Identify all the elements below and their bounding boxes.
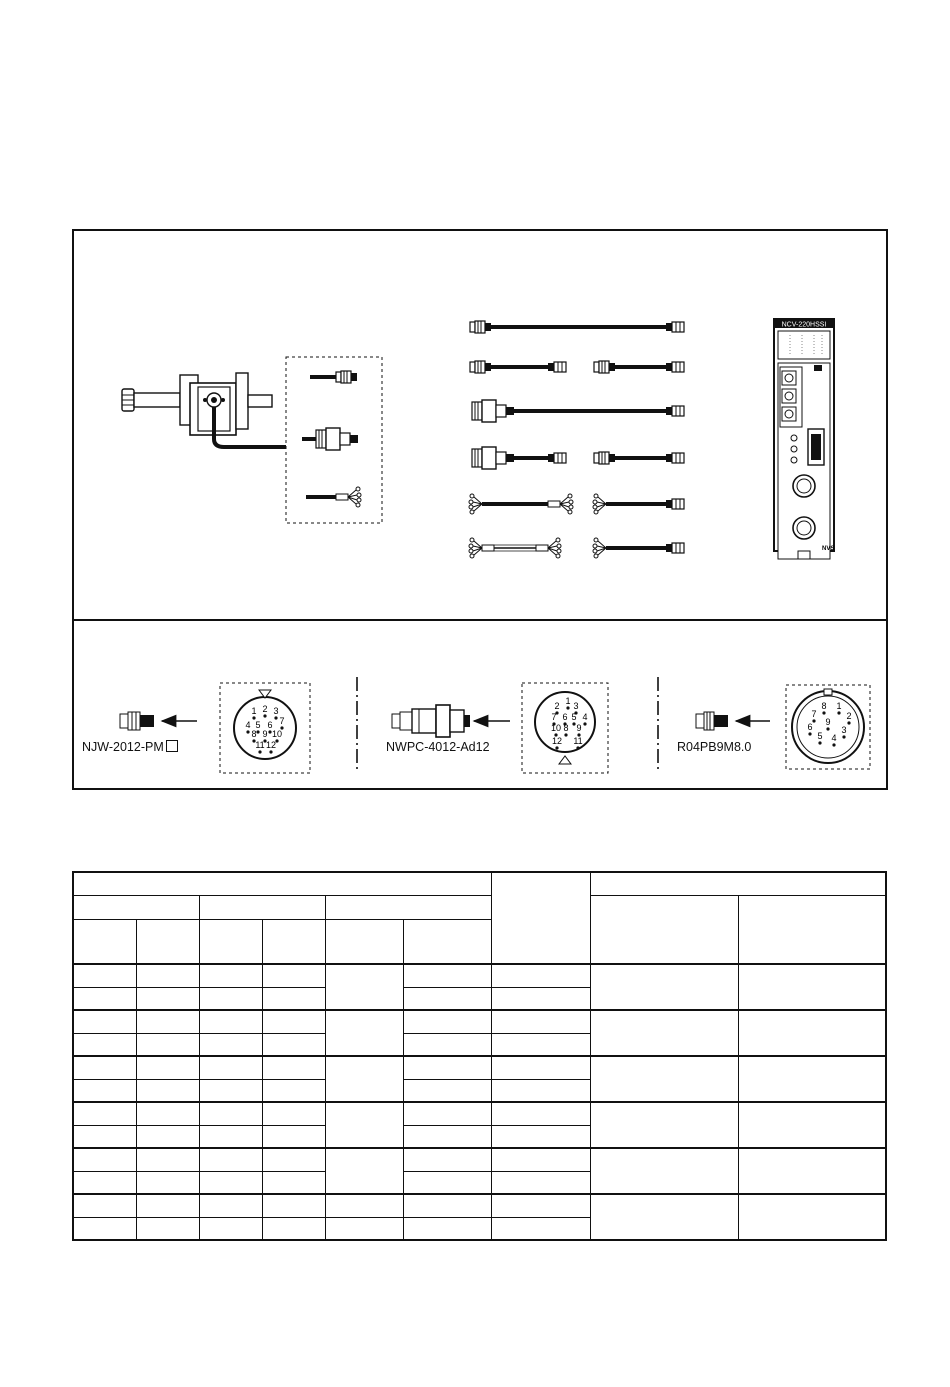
table-cell: [325, 964, 403, 1010]
table-cell: [325, 1102, 403, 1148]
table-header-cell: [491, 872, 590, 964]
table-cell: [403, 1194, 491, 1217]
table-cell: [491, 1010, 590, 1033]
pin-number: 11: [255, 740, 265, 750]
table-cell: [325, 1194, 403, 1217]
pin-number: 1: [836, 701, 842, 711]
table-cell: [136, 964, 199, 987]
pin-dot: [258, 750, 261, 753]
table-cell: [403, 1010, 491, 1033]
table-cell: [136, 1010, 199, 1033]
table-cell: [73, 1217, 136, 1240]
table-cell: [491, 987, 590, 1010]
table-cell: [199, 987, 262, 1010]
table-cell: [590, 1148, 738, 1194]
table-cell: [262, 1102, 325, 1125]
diagram-panel: [72, 229, 888, 790]
table-cell: [199, 1125, 262, 1148]
pin-number: 2: [554, 701, 560, 711]
table-cell: [199, 1079, 262, 1102]
pin-number: 11: [573, 736, 583, 746]
table-header-cell: [73, 895, 199, 920]
table-cell: [403, 1217, 491, 1240]
pin-number: 7: [811, 709, 817, 719]
pin-number: 9: [576, 723, 582, 733]
table-cell: [325, 1217, 403, 1240]
pin-dot: [274, 716, 277, 719]
pin-number: 9: [825, 717, 831, 727]
cable-option-njw: [310, 371, 357, 383]
table-cell: [199, 964, 262, 987]
table-row: [73, 1194, 886, 1217]
table-cell: [262, 1125, 325, 1148]
table-cell: [73, 1125, 136, 1148]
table-header-cell: [738, 895, 886, 964]
pin-number: 8: [251, 729, 257, 739]
pin-dot: [812, 719, 815, 722]
table-cell: [136, 1033, 199, 1056]
table-cell: [403, 1148, 491, 1171]
table-cell: [262, 964, 325, 987]
pin-dot: [256, 730, 259, 733]
pin-number: 10: [550, 723, 562, 733]
table-cell: [136, 1102, 199, 1125]
pin-number: 8: [563, 723, 569, 733]
table-body: [73, 964, 886, 1240]
connector-label-r04: R04PB9M8.0: [677, 740, 752, 754]
spec-table: [72, 871, 887, 1241]
pin-dot: [808, 732, 811, 735]
pin-number: 2: [262, 704, 268, 714]
table-cell: [738, 1056, 886, 1102]
suffix-box-icon: [166, 740, 178, 752]
table-cell: [491, 964, 590, 987]
table-cell: [136, 987, 199, 1010]
pin-number: 8: [821, 701, 827, 711]
diagram-svg: [74, 231, 890, 792]
table-cell: [738, 1010, 886, 1056]
pin-number: 3: [573, 701, 579, 711]
table-header-cell: [73, 920, 136, 965]
pin-number: 9: [262, 729, 268, 739]
pin-number: 1: [251, 706, 257, 716]
connector-label-njw: [82, 740, 178, 754]
table-row: [73, 1148, 886, 1171]
table-header-cell: [262, 920, 325, 965]
table-cell: [73, 987, 136, 1010]
table-cell: [590, 1194, 738, 1240]
table-header-cell: [199, 920, 262, 965]
table-header-row: [73, 872, 886, 895]
table-cell: [136, 1171, 199, 1194]
pin-dot: [826, 727, 829, 730]
table-header-cell: [199, 895, 325, 920]
table-cell: [491, 1148, 590, 1171]
table-cell: [403, 987, 491, 1010]
table-row: [73, 1102, 886, 1125]
pin-dot: [822, 711, 825, 714]
table-cell: [73, 1056, 136, 1079]
table-cell: [73, 1194, 136, 1217]
cable-option-flying: [306, 487, 361, 507]
extension-cables: [469, 321, 684, 558]
table-header-row: [73, 895, 886, 920]
table-cell: [738, 1102, 886, 1148]
pin-number: 12: [551, 736, 563, 746]
table-cell: [199, 1194, 262, 1217]
table-cell: [491, 1125, 590, 1148]
pin-number: 12: [265, 740, 277, 750]
torque-sensor: [122, 373, 286, 447]
table-row: [73, 964, 886, 987]
pin-number: 6: [807, 722, 813, 732]
table-cell: [199, 1102, 262, 1125]
table-cell: [199, 1171, 262, 1194]
table-cell: [262, 987, 325, 1010]
table-cell: [738, 964, 886, 1010]
pin-dot: [818, 741, 821, 744]
pin-number: 10: [271, 729, 283, 739]
table-cell: [199, 1010, 262, 1033]
table-cell: [73, 1171, 136, 1194]
table-cell: [491, 1079, 590, 1102]
table-row: [73, 1056, 886, 1079]
table-cell: [73, 1033, 136, 1056]
table-row: [73, 1010, 886, 1033]
table-cell: [403, 1056, 491, 1079]
pin-dot: [837, 711, 840, 714]
pin-number: 3: [841, 725, 847, 735]
pin-dot: [583, 722, 586, 725]
table-cell: [73, 1010, 136, 1033]
pin-number: 5: [255, 720, 261, 730]
pin-dot: [576, 746, 579, 749]
pin-dot: [832, 743, 835, 746]
table-header-cell: [403, 920, 491, 965]
table-cell: [403, 1102, 491, 1125]
table-cell: [73, 1102, 136, 1125]
table-cell: [73, 1148, 136, 1171]
table-cell: [262, 1056, 325, 1079]
pin-number: 3: [273, 706, 279, 716]
table-cell: [136, 1194, 199, 1217]
table-cell: [491, 1194, 590, 1217]
pin-dot: [246, 730, 249, 733]
table-cell: [325, 1010, 403, 1056]
table-header-cell: [325, 895, 491, 920]
pin-number: 4: [245, 720, 251, 730]
table-cell: [590, 1010, 738, 1056]
table-cell: [136, 1079, 199, 1102]
table-cell: [136, 1217, 199, 1240]
table-cell: [262, 1171, 325, 1194]
pin-number: 5: [817, 731, 823, 741]
table-cell: [738, 1194, 886, 1240]
table-header-cell: [136, 920, 199, 965]
table-cell: [403, 964, 491, 987]
table-cell: [325, 1056, 403, 1102]
table-cell: [491, 1217, 590, 1240]
pin-dot: [566, 706, 569, 709]
pin-dot: [555, 746, 558, 749]
pin-dot: [572, 722, 575, 725]
connector-label-nwpc: NWPC-4012-Ad12: [386, 740, 490, 754]
controller-model: NCV-220HSSI: [781, 321, 827, 329]
table-cell: [262, 1033, 325, 1056]
pin-number: 5: [571, 712, 577, 722]
pin-number: 1: [565, 696, 571, 706]
controller-unit: [774, 319, 834, 559]
pin-number: 2: [846, 711, 852, 721]
table-header-cell: [325, 920, 403, 965]
pin-number: 6: [562, 712, 568, 722]
cable-option-nwpc: [302, 428, 358, 450]
table-cell: [590, 1056, 738, 1102]
table-cell: [325, 1148, 403, 1194]
table-header-cell: [590, 872, 886, 895]
table-header-cell: [73, 872, 491, 895]
table-cell: [403, 1033, 491, 1056]
table-cell: [403, 1125, 491, 1148]
pin-number: 4: [582, 712, 588, 722]
table-cell: [590, 964, 738, 1010]
pin-number: 7: [551, 712, 557, 722]
pin-dot: [847, 721, 850, 724]
table-cell: [590, 1102, 738, 1148]
table-cell: [262, 1194, 325, 1217]
table-cell: [491, 1102, 590, 1125]
table-header-cell: [590, 895, 738, 964]
table-cell: [403, 1171, 491, 1194]
pin-dot: [842, 735, 845, 738]
table-cell: [73, 1079, 136, 1102]
table-cell: [491, 1033, 590, 1056]
pin-dot: [269, 750, 272, 753]
table-cell: [199, 1033, 262, 1056]
table-cell: [262, 1217, 325, 1240]
table-cell: [262, 1079, 325, 1102]
pin-number: 6: [267, 720, 273, 730]
table-cell: [738, 1148, 886, 1194]
pin-number: 7: [279, 716, 285, 726]
pin-number: 4: [831, 733, 837, 743]
table-cell: [491, 1056, 590, 1079]
table-cell: [262, 1010, 325, 1033]
table-cell: [262, 1148, 325, 1171]
table-cell: [136, 1148, 199, 1171]
table-cell: [199, 1148, 262, 1171]
table-cell: [136, 1056, 199, 1079]
connector-label-njw-text: NJW-2012-PM: [82, 740, 164, 754]
table-cell: [73, 964, 136, 987]
controller-brand: NVS: [822, 546, 835, 552]
table-cell: [403, 1079, 491, 1102]
pin-dot: [564, 733, 567, 736]
table-cell: [199, 1217, 262, 1240]
table-cell: [199, 1056, 262, 1079]
pin-dot: [263, 714, 266, 717]
table-cell: [491, 1171, 590, 1194]
table-cell: [136, 1125, 199, 1148]
